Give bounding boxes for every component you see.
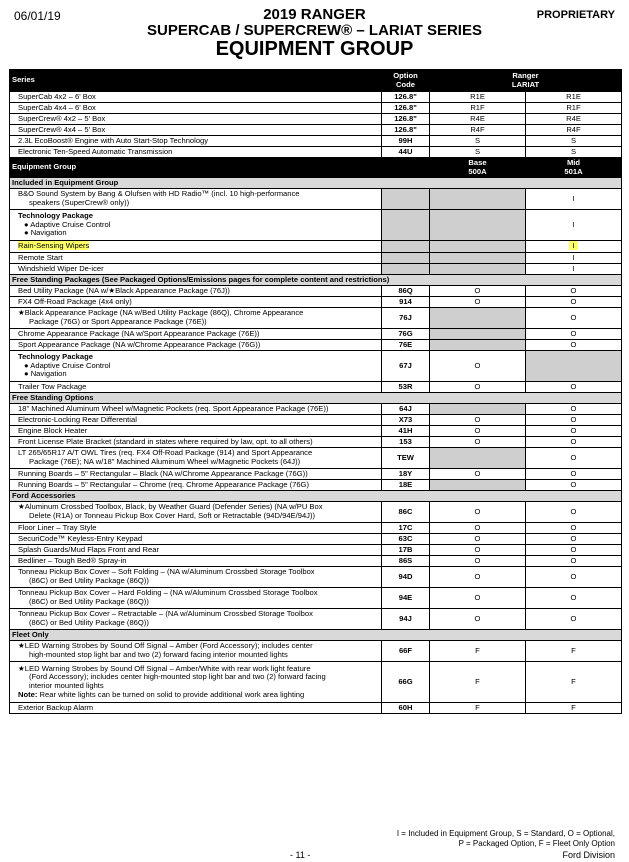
series-code: 126.8" [382, 92, 430, 103]
feature-text: Electronic-Locking Rear Differential [10, 415, 382, 426]
legend-line-2: P = Packaged Option, F = Fleet Only Option [458, 839, 615, 848]
mid-value: O [526, 502, 622, 523]
mid-value: R1E [526, 92, 622, 103]
option-code: 18Y [382, 469, 430, 480]
mid-value-cell [526, 241, 622, 253]
base-header [430, 158, 526, 178]
option-code: 64J [382, 404, 430, 415]
unavailable-cell [430, 241, 526, 253]
feature-text: Bed Utility Package (NA w/★Black Appearance Package (76J)) [10, 286, 382, 297]
unavailable-cell [382, 210, 430, 241]
option-code-header [382, 70, 430, 92]
unavailable-cell [430, 264, 526, 275]
feature-bullet: ● Adaptive Cruise Control [24, 219, 111, 229]
feature-text: speakers (SuperCrew® only)) [29, 198, 130, 207]
series-code: 44U [382, 147, 430, 158]
feature-text: (86C) or Bed Utility Package (86Q)) [29, 576, 149, 585]
note-label: Note: [18, 689, 38, 699]
section-fleet-only: Fleet Only [10, 630, 622, 641]
table-row [10, 404, 622, 415]
feature-text: (86C) or Bed Utility Package (86Q)) [29, 597, 149, 606]
series-code: 126.8" [382, 103, 430, 114]
table-row [10, 469, 622, 480]
feature-text: Front License Plate Bracket (standard in states where required by law, opt. to all others) [10, 437, 382, 448]
table-row [10, 147, 622, 158]
series-name: SuperCrew® 4x4 – 5' Box [10, 125, 382, 136]
feature-cell [10, 448, 382, 469]
section-row [10, 630, 622, 641]
table-row [10, 92, 622, 103]
series-header: Series [10, 70, 382, 92]
mid-value: O [526, 286, 622, 297]
base-value: S [430, 136, 526, 147]
series-name: SuperCab 4x4 – 6' Box [10, 103, 382, 114]
option-code: 153 [382, 437, 430, 448]
feature-text: Sport Appearance Package (NA w/Chrome Appearance Package (76G)) [10, 340, 382, 351]
empty-header-cell [382, 158, 430, 178]
option-code: 63C [382, 534, 430, 545]
feature-title: Technology Package [18, 211, 93, 221]
feature-bullet: ● Navigation [24, 369, 67, 379]
feature-text: Running Boards – 5" Rectangular – Chrome (req. Chrome Appearance Package (76G) [10, 480, 382, 491]
feature-cell [10, 189, 382, 210]
lariat-header-text: LARIAT [511, 79, 540, 89]
feature-cell [10, 502, 382, 523]
base-value: R4F [430, 125, 526, 136]
series-code: 126.8" [382, 114, 430, 125]
feature-text: Windshield Wiper De-icer [10, 264, 382, 275]
mid-value: R4E [526, 114, 622, 125]
base-value: O [430, 297, 526, 308]
feature-text: ★Black Appearance Package (NA w/Bed Utility Package (86Q), Chrome Appearance [18, 308, 304, 318]
feature-text: (Ford Accessory); includes center high-mounted stop light bar and two (2) forward facing [29, 672, 326, 682]
feature-cell [10, 662, 382, 703]
mid-header-text: Mid [566, 157, 581, 167]
feature-text: ★LED Warning Strobes by Sound Off Signal – Amber (Ford Accessory); includes center [18, 641, 313, 651]
option-code: 94J [382, 609, 430, 630]
table-row [10, 329, 622, 340]
option-code: X73 [382, 415, 430, 426]
division-label: Ford Division [562, 850, 615, 860]
feature-bullet: ● Navigation [24, 228, 67, 238]
option-code: 76J [382, 308, 430, 329]
base-value: R4E [430, 114, 526, 125]
equipment-table [9, 69, 622, 714]
unavailable-cell [382, 264, 430, 275]
base-value: O [430, 469, 526, 480]
series-name: 2.3L EcoBoost® Engine with Auto Start-Stop Technology [10, 136, 382, 147]
mid-value: O [526, 415, 622, 426]
unavailable-cell [382, 189, 430, 210]
base-header-text: Base [468, 157, 487, 167]
base-value: S [430, 147, 526, 158]
option-code: 53R [382, 382, 430, 393]
ranger-lariat-header [430, 70, 622, 92]
feature-text: high-mounted stop light bar and two (2) forward facing interior mounted lights [29, 650, 288, 659]
mid-value: O [526, 426, 622, 437]
mid-value: O [526, 556, 622, 567]
mid-value: O [526, 297, 622, 308]
feature-text: B&O Sound System by Bang & Olufsen with HD Radio™ (incl. 10 high-performance [18, 189, 300, 199]
table-row [10, 588, 622, 609]
unavailable-cell [430, 210, 526, 241]
feature-text: Tonneau Pickup Box Cover – Hard Folding – (NA w/Aluminum Crossbed Storage Toolbox [18, 588, 318, 598]
mid-value: F [526, 641, 622, 662]
page-number: - 11 - [290, 850, 311, 860]
option-code: 66G [382, 662, 430, 703]
feature-cell [10, 210, 382, 241]
section-row [10, 178, 622, 189]
mid-value: O [526, 545, 622, 556]
table-row [10, 308, 622, 329]
base-value: O [430, 426, 526, 437]
base-code-text: 500A [468, 166, 487, 176]
table-row [10, 523, 622, 534]
option-code: 17B [382, 545, 430, 556]
base-value: O [430, 609, 526, 630]
feature-text: Package (76E); NA w/18" Machined Aluminum Wheel w/Magnetic Pockets (64J)) [29, 457, 301, 466]
option-code: 94D [382, 567, 430, 588]
base-value: O [430, 415, 526, 426]
mid-value: F [526, 662, 622, 703]
feature-text: Delete (R1A) or Tonneau Pickup Box Cover Hard, Soft or Retractable (94D/94E/94J)) [29, 511, 316, 520]
unavailable-cell [430, 480, 526, 491]
option-code: 18E [382, 480, 430, 491]
table-row [10, 351, 622, 382]
table-row [10, 286, 622, 297]
base-value: O [430, 556, 526, 567]
table-row [10, 567, 622, 588]
option-code: 86Q [382, 286, 430, 297]
table-row [10, 545, 622, 556]
option-header-text: Option [393, 70, 418, 80]
mid-value: S [526, 136, 622, 147]
title-series: SUPERCAB / SUPERCREW® – LARIAT SERIES [147, 22, 482, 39]
table-row [10, 609, 622, 630]
mid-value: O [526, 523, 622, 534]
option-code: 914 [382, 297, 430, 308]
mid-value: I [526, 189, 622, 210]
feature-text: Trailer Tow Package [10, 382, 382, 393]
table-row [10, 502, 622, 523]
legend-line-1: I = Included in Equipment Group, S = Standard, O = Optional, [396, 829, 615, 838]
mid-value: F [526, 703, 622, 714]
option-code: 41H [382, 426, 430, 437]
feature-cell [10, 241, 382, 253]
section-row [10, 275, 622, 286]
series-name: Electronic Ten-Speed Automatic Transmission [10, 147, 382, 158]
mid-value: I [526, 264, 622, 275]
mid-code-text: 501A [564, 166, 583, 176]
unavailable-cell [430, 189, 526, 210]
mid-value: R1F [526, 103, 622, 114]
table-row [10, 136, 622, 147]
base-value: O [430, 523, 526, 534]
mid-value: O [526, 308, 622, 329]
base-value: O [430, 351, 526, 382]
feature-text: Tonneau Pickup Box Cover – Retractable – (NA w/Aluminum Crossbed Storage Toolbox [18, 609, 313, 619]
feature-title: Technology Package [18, 352, 93, 362]
table-row [10, 114, 622, 125]
mid-value: I [526, 253, 622, 264]
page-header [0, 0, 629, 64]
section-row [10, 491, 622, 502]
section-free-standing-options: Free Standing Options [10, 393, 622, 404]
mid-value: R4F [526, 125, 622, 136]
base-value: F [430, 641, 526, 662]
ranger-header-text: Ranger [512, 70, 539, 80]
feature-text: (86C) or Bed Utility Package (86Q)) [29, 618, 149, 627]
code-header-text: Code [396, 79, 415, 89]
mid-value: O [526, 382, 622, 393]
mid-value: O [526, 404, 622, 415]
table-row [10, 241, 622, 253]
table-row [10, 415, 622, 426]
base-value: O [430, 567, 526, 588]
table-row [10, 253, 622, 264]
feature-text: Engine Block Heater [10, 426, 382, 437]
highlighted-feature: Rain-Sensing Wipers [18, 241, 90, 251]
option-code: 17C [382, 523, 430, 534]
feature-text: Bedliner – Tough Bed® Spray-in [10, 556, 382, 567]
table-row [10, 437, 622, 448]
equipment-group-header: Equipment Group [10, 158, 382, 178]
mid-value: O [526, 329, 622, 340]
option-code: 86C [382, 502, 430, 523]
unavailable-cell [430, 340, 526, 351]
base-value: F [430, 703, 526, 714]
table-row [10, 534, 622, 545]
mid-value: O [526, 609, 622, 630]
highlighted-value: I [569, 241, 577, 250]
table-row [10, 556, 622, 567]
table-row [10, 264, 622, 275]
section-included: Included in Equipment Group [10, 178, 622, 189]
feature-text: FX4 Off-Road Package (4x4 only) [10, 297, 382, 308]
option-code: 66F [382, 641, 430, 662]
unavailable-cell [430, 404, 526, 415]
unavailable-cell [430, 253, 526, 264]
feature-cell [10, 609, 382, 630]
unavailable-cell [382, 253, 430, 264]
mid-value: O [526, 469, 622, 480]
mid-value: O [526, 480, 622, 491]
feature-text: 18" Machined Aluminum Wheel w/Magnetic Pockets (req. Sport Appearance Package (76E)) [10, 404, 382, 415]
base-value: O [430, 545, 526, 556]
feature-text: Package (76G) or Sport Appearance Package (76E)) [29, 317, 207, 326]
option-code: 67J [382, 351, 430, 382]
title-model: 2019 RANGER [263, 6, 366, 23]
table-row [10, 426, 622, 437]
unavailable-cell [430, 308, 526, 329]
feature-text: Remote Start [10, 253, 382, 264]
mid-value: O [526, 534, 622, 545]
base-value: O [430, 502, 526, 523]
mid-value: S [526, 147, 622, 158]
mid-value: O [526, 448, 622, 469]
feature-text: ★LED Warning Strobes by Sound Off Signal – Amber/White with rear work light feature [18, 663, 311, 673]
mid-header [526, 158, 622, 178]
table-row [10, 340, 622, 351]
table-row [10, 641, 622, 662]
base-value: O [430, 382, 526, 393]
feature-text: Exterior Backup Alarm [10, 703, 382, 714]
feature-text: interior mounted lights [29, 681, 104, 690]
base-value: R1E [430, 92, 526, 103]
feature-text: Chrome Appearance Package (NA w/Sport Appearance Package (76E)) [10, 329, 382, 340]
table-row [10, 210, 622, 241]
series-code: 99H [382, 136, 430, 147]
base-value: O [430, 588, 526, 609]
feature-text: SecuriCode™ Keyless-Entry Keypad [10, 534, 382, 545]
unavailable-cell [430, 329, 526, 340]
table-row [10, 703, 622, 714]
series-header-row [10, 70, 622, 92]
section-ford-accessories: Ford Accessories [10, 491, 622, 502]
option-code: 86S [382, 556, 430, 567]
unavailable-cell [526, 351, 622, 382]
feature-text: Floor Liner – Tray Style [10, 523, 382, 534]
table-row [10, 448, 622, 469]
series-name: SuperCrew® 4x2 – 5' Box [10, 114, 382, 125]
table-row [10, 662, 622, 703]
mid-value: I [526, 210, 622, 241]
section-row [10, 393, 622, 404]
feature-cell [10, 588, 382, 609]
table-row [10, 480, 622, 491]
series-code: 126.8" [382, 125, 430, 136]
option-code: 76E [382, 340, 430, 351]
base-value: O [430, 286, 526, 297]
header-date: 06/01/19 [14, 9, 61, 23]
feature-text: Splash Guards/Mud Flaps Front and Rear [10, 545, 382, 556]
mid-value: O [526, 437, 622, 448]
proprietary-label: PROPRIETARY [536, 9, 615, 21]
option-code: 94E [382, 588, 430, 609]
title-equipment-group: EQUIPMENT GROUP [215, 38, 414, 60]
table-row [10, 297, 622, 308]
table-row [10, 189, 622, 210]
base-value: O [430, 534, 526, 545]
feature-text: LT 265/65R17 A/T OWL Tires (req. FX4 Off-Road Package (914) and Sport Appearance [18, 448, 313, 458]
option-code: TEW [382, 448, 430, 469]
base-value: R1F [430, 103, 526, 114]
base-value: F [430, 662, 526, 703]
mid-value: O [526, 588, 622, 609]
feature-cell [10, 567, 382, 588]
option-code: 60H [382, 703, 430, 714]
feature-text: ★Aluminum Crossbed Toolbox, Black, by Weather Guard (Defender Series) (NA w/PU Box [18, 502, 323, 512]
table-row [10, 382, 622, 393]
table-row [10, 125, 622, 136]
feature-text: Tonneau Pickup Box Cover – Soft Folding – (NA w/Aluminum Crossbed Storage Toolbox [18, 567, 315, 577]
base-value: O [430, 437, 526, 448]
legend [397, 829, 615, 849]
feature-text: Running Boards – 5" Rectangular – Black (NA w/Chrome Appearance Package (76G)) [10, 469, 382, 480]
feature-cell [10, 351, 382, 382]
mid-value: O [526, 340, 622, 351]
feature-bullet: ● Adaptive Cruise Control [24, 360, 111, 370]
note-text: Rear white lights can be turned on solid to provide additional work area lighting [39, 689, 305, 699]
unavailable-cell [382, 241, 430, 253]
option-code: 76G [382, 329, 430, 340]
mid-value: O [526, 567, 622, 588]
series-name: SuperCab 4x2 – 6' Box [10, 92, 382, 103]
feature-cell [10, 641, 382, 662]
table-row [10, 103, 622, 114]
equipment-group-header-row [10, 158, 622, 178]
section-free-standing-packages: Free Standing Packages (See Packaged Options/Emissions pages for complete content and restrictions) [10, 275, 622, 286]
feature-cell [10, 308, 382, 329]
unavailable-cell [430, 448, 526, 469]
